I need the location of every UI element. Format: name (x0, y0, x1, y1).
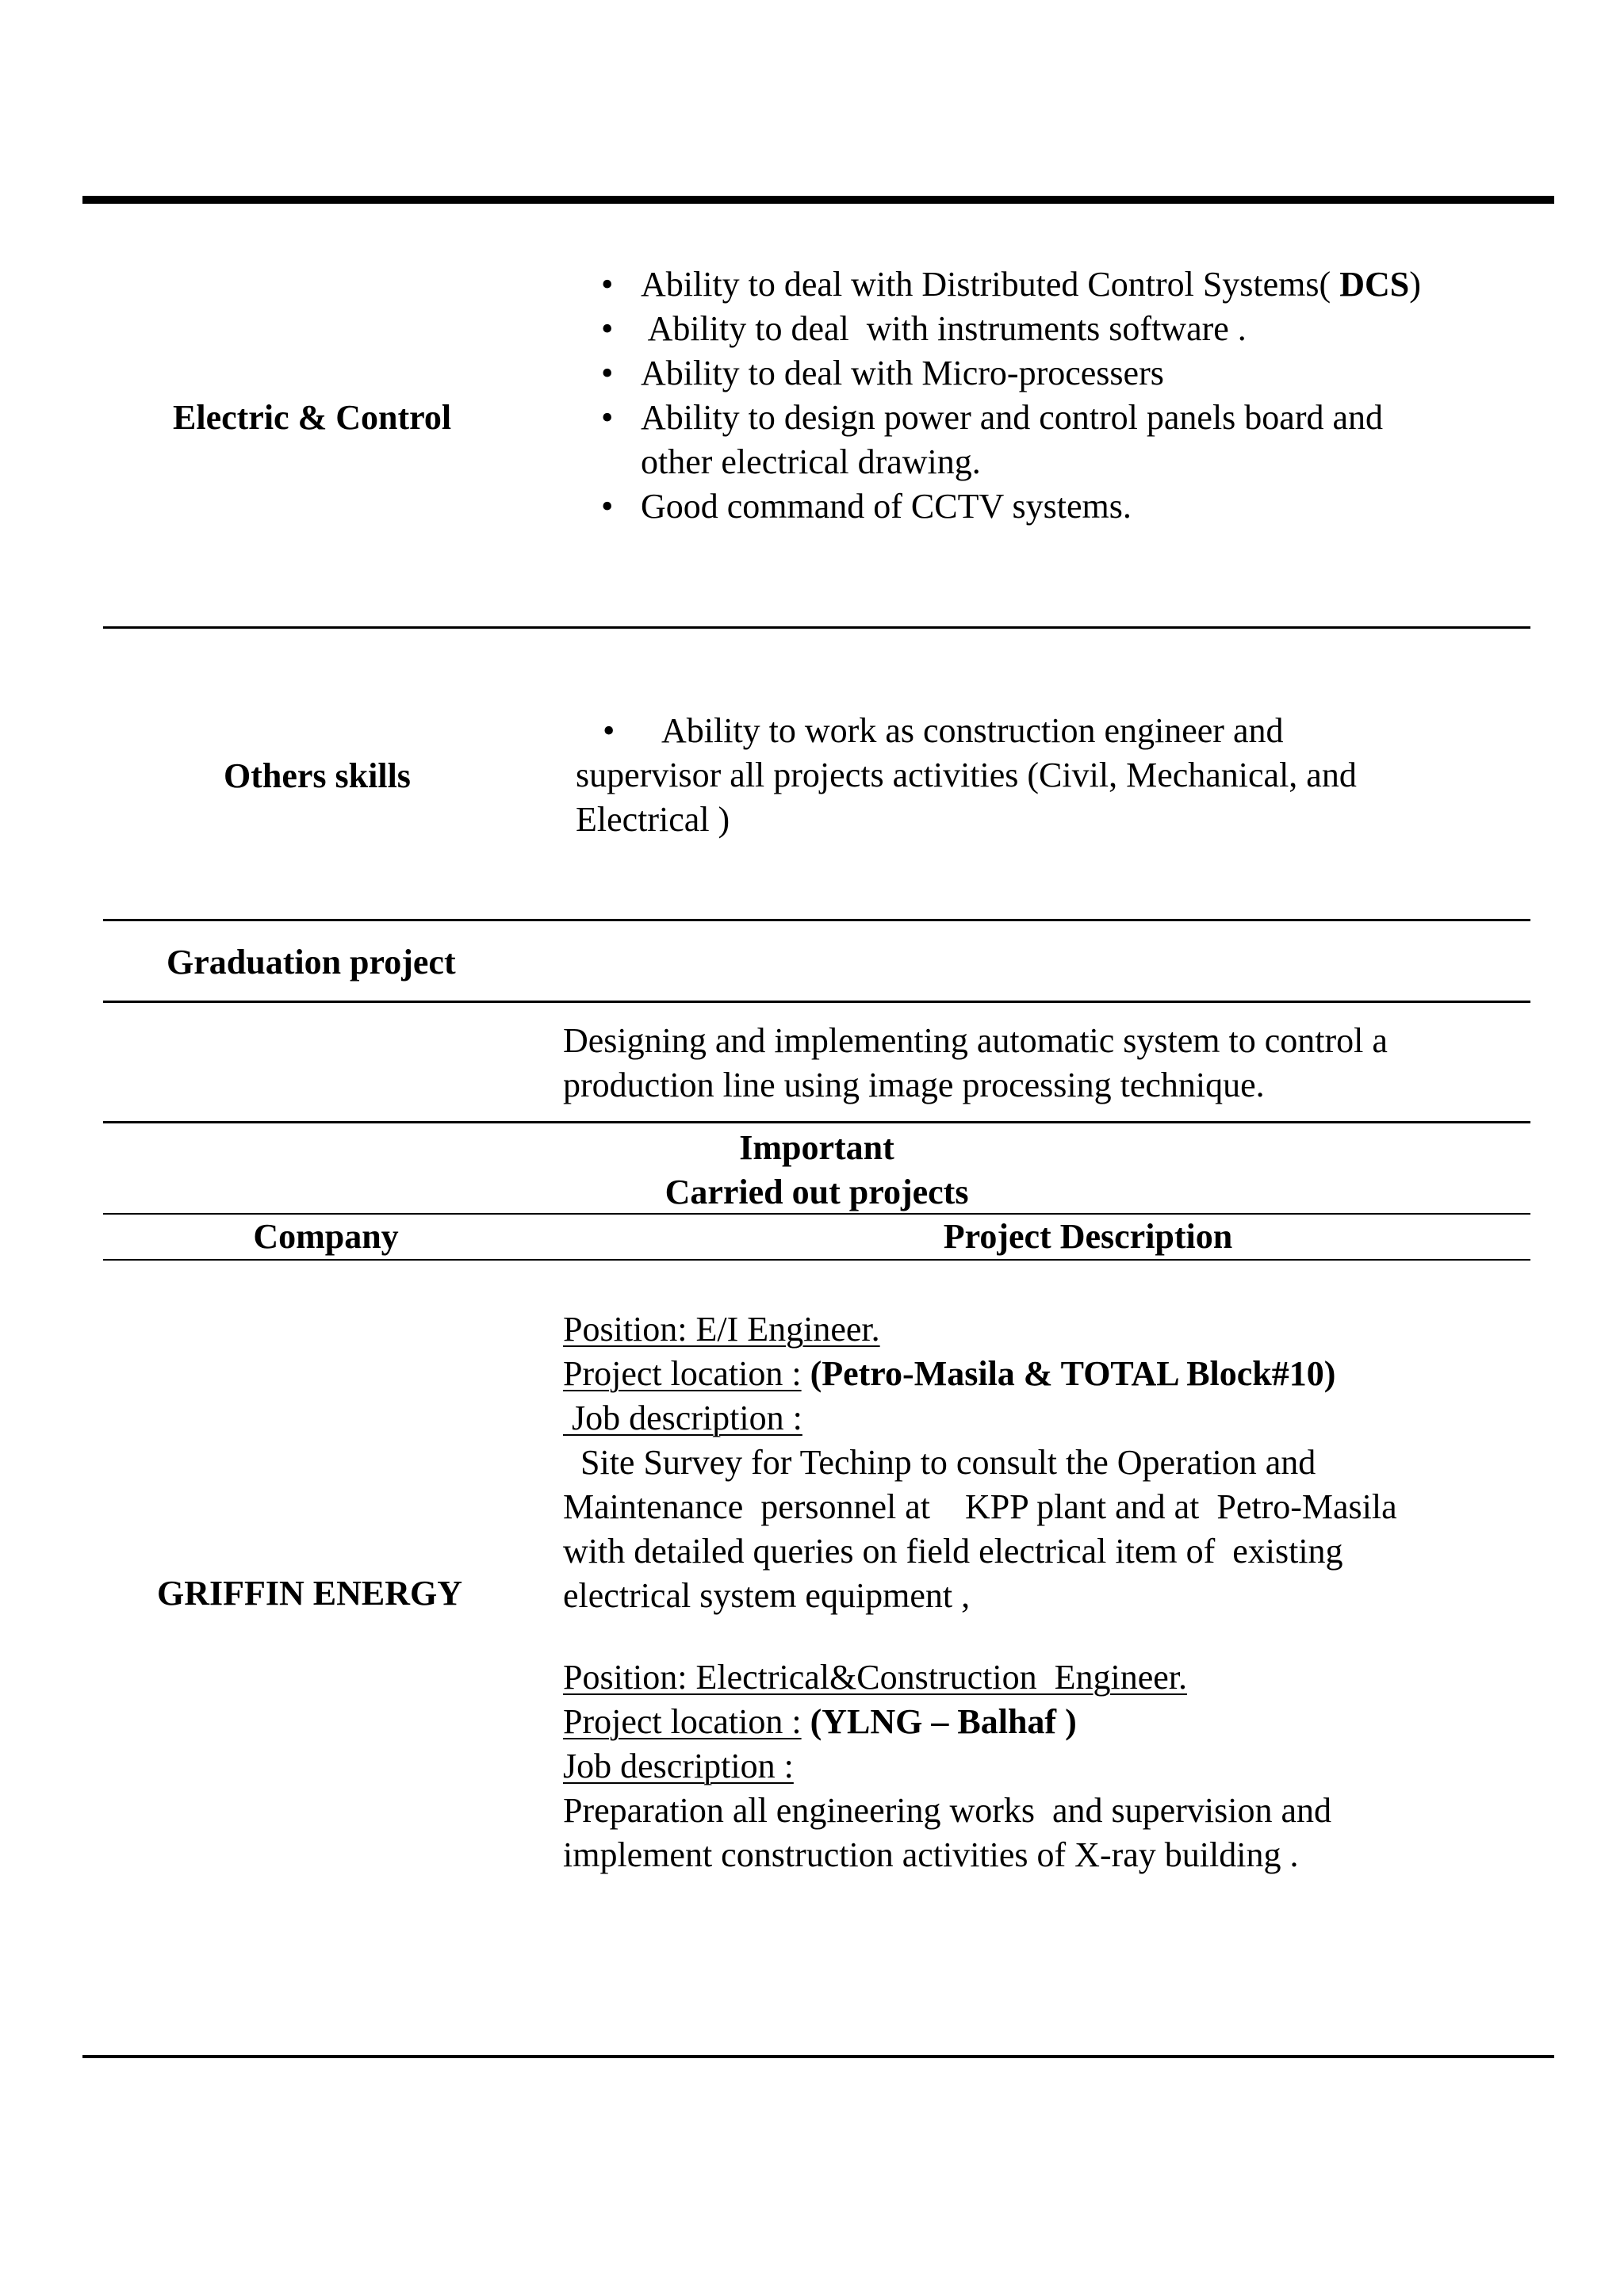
entry2-position: Position: Electrical&Construction Engineer. (563, 1658, 1187, 1697)
entry1-desc-line4: electrical system equipment , (563, 1576, 971, 1615)
entry1-desc-line3: with detailed queries on field electrical item of existing (563, 1532, 1343, 1571)
entry1-job-label: Job description : (563, 1399, 802, 1437)
graduation-project-label: Graduation project (167, 943, 456, 982)
entry2-job-label: Job description : (563, 1747, 794, 1785)
entry1-desc-line2: Maintenance personnel at KPP plant and at Petro-Masila (563, 1487, 1397, 1526)
others-skills-label: Others skills (224, 756, 411, 795)
projects-title-line2: Carried out projects (665, 1173, 969, 1211)
entry1-desc-line1: Site Survey for Techinp to consult the Operation and (563, 1443, 1316, 1482)
graduation-line2: production line using image processing technique. (563, 1066, 1265, 1104)
others-skills-line3: Electrical ) (576, 800, 730, 839)
column-header-company: Company (253, 1217, 399, 1256)
electric-control-label: Electric & Control (173, 398, 452, 437)
graduation-line1: Designing and implementing automatic system to control a (563, 1021, 1388, 1060)
entry1-position: Position: E/I Engineer. (563, 1310, 880, 1349)
others-skills-line1: Ability to work as construction engineer and (661, 711, 1284, 750)
divider (103, 626, 1530, 629)
entry2-desc-line1: Preparation all engineering works and supervision and (563, 1791, 1331, 1830)
list-item: • Ability to deal with instruments software . (601, 309, 1247, 348)
entry2-desc-line2: implement construction activities of X-ray building . (563, 1835, 1299, 1874)
top-rule (82, 196, 1554, 204)
bottom-rule (82, 2055, 1554, 2058)
divider (103, 1121, 1530, 1123)
list-item: • Ability to deal with Micro-processers (601, 354, 1164, 392)
divider (103, 1001, 1530, 1003)
projects-title-line1: Important (739, 1128, 894, 1167)
list-item: • Ability to design power and control panels board and other electrical drawing. (601, 398, 1384, 481)
divider (103, 1259, 1530, 1261)
list-item: • Good command of CCTV systems. (601, 487, 1132, 526)
others-skills-line2: supervisor all projects activities (Civil, Mechanical, and (576, 756, 1357, 794)
electric-control-list (601, 262, 1421, 529)
divider (103, 919, 1530, 921)
others-skills-bullet: • (603, 711, 615, 750)
list-item: • Ability to deal with Distributed Control Systems( DCS) (601, 265, 1421, 304)
column-header-description: Project Description (943, 1217, 1233, 1256)
entry1-location: Project location : (Petro-Masila & TOTAL Block#10) (563, 1354, 1336, 1393)
entry2-location: Project location : (YLNG – Balhaf ) (563, 1702, 1077, 1741)
company-name: GRIFFIN ENERGY (157, 1574, 463, 1613)
